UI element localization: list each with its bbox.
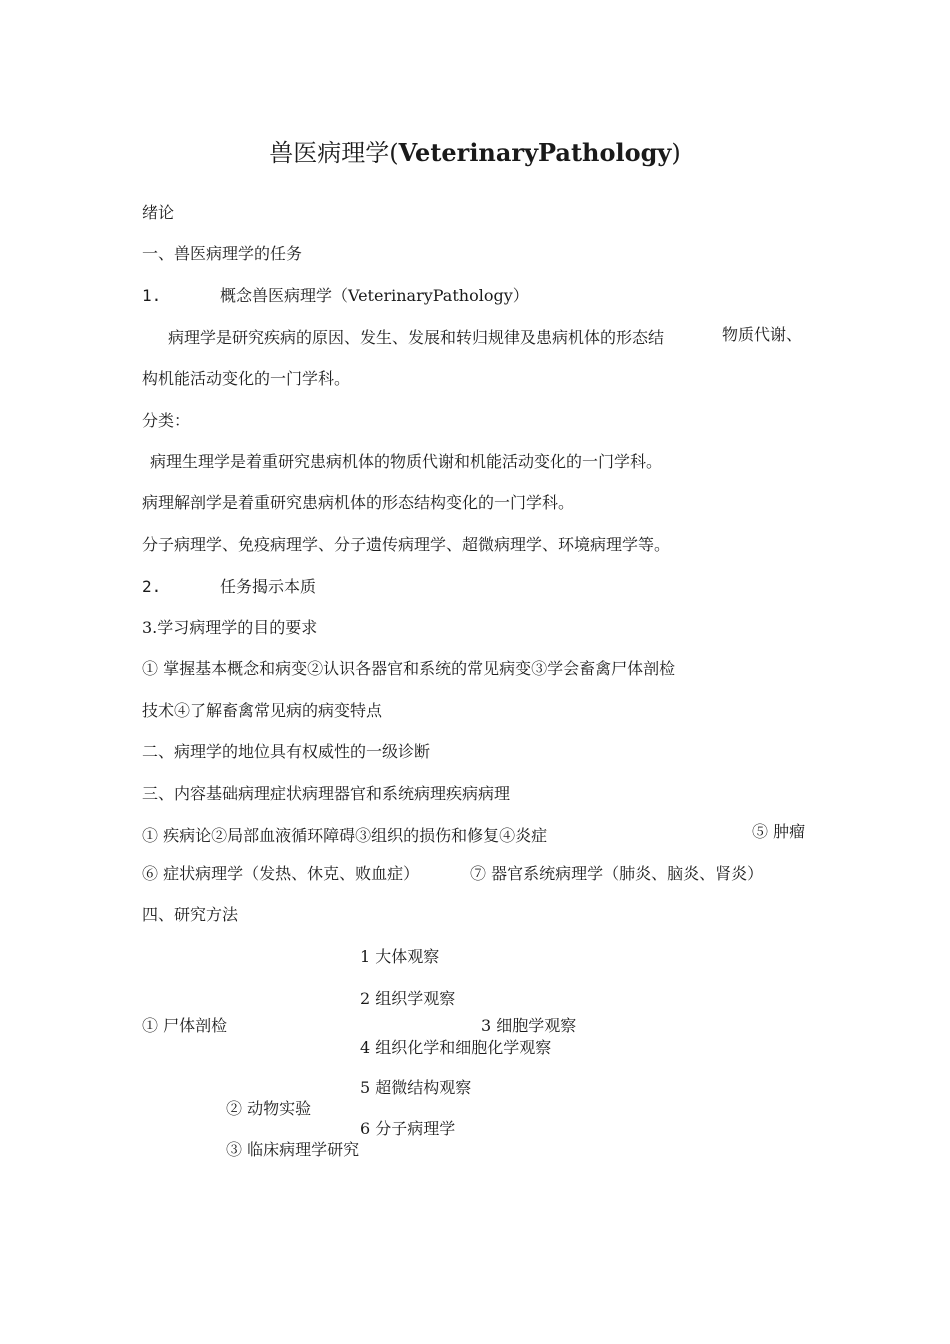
section3-heading: 三、内容基础病理症状病理器官和系统病理疾病病理 bbox=[142, 784, 511, 803]
definition-line2: 构机能活动变化的一门学科。 bbox=[142, 369, 351, 388]
method-2: ② 动物实验 bbox=[226, 1099, 312, 1118]
content-list-line2-left: ⑥ 症状病理学（发热、休克、败血症） bbox=[142, 864, 420, 883]
item2-text: 任务揭示本质 bbox=[220, 577, 317, 596]
intro-heading: 绪论 bbox=[142, 203, 175, 222]
section4-heading: 四、研究方法 bbox=[142, 905, 239, 924]
title-chinese: 兽医病理学 bbox=[269, 139, 390, 167]
title-english: VeterinaryPathology bbox=[398, 138, 672, 167]
method-3: ③ 临床病理学研究 bbox=[226, 1140, 360, 1159]
content-list-line1-right: ⑤ 肿瘤 bbox=[752, 822, 806, 841]
content-list-line1: ① 疾病论②局部血液循环障碍③组织的损伤和修复④炎症 bbox=[142, 826, 548, 845]
category-item-3: 分子病理学、免疫病理学、分子遗传病理学、超微病理学、环境病理学等。 bbox=[142, 535, 671, 554]
content-list-line2-right: ⑦ 器官系统病理学（肺炎、脑炎、肾炎） bbox=[470, 864, 764, 883]
category-item-2: 病理解剖学是着重研究患病机体的形态结构变化的一门学科。 bbox=[142, 493, 575, 512]
item3-heading: 3.学习病理学的目的要求 bbox=[142, 618, 318, 637]
category-label: 分类： bbox=[142, 411, 191, 430]
observation-5: 5 超微结构观察 bbox=[360, 1078, 472, 1097]
title-open-paren: ( bbox=[389, 139, 399, 167]
section2-heading: 二、病理学的地位具有权威性的一级诊断 bbox=[142, 742, 431, 761]
title-close-paren: ) bbox=[671, 139, 681, 167]
item1-text: 概念兽医病理学（VeterinaryPathology） bbox=[220, 286, 529, 305]
goals-line2: 技术④了解畜禽常见病的病变特点 bbox=[142, 701, 383, 720]
definition-line1: 病理学是研究疾病的原因、发生、发展和转归规律及患病机体的形态结 bbox=[168, 328, 665, 347]
section1-heading: 一、兽医病理学的任务 bbox=[142, 244, 303, 263]
item1-number: 1. bbox=[142, 286, 162, 305]
definition-line1-right: 物质代谢、 bbox=[722, 325, 803, 344]
observation-4: 4 组织化学和细胞化学观察 bbox=[360, 1038, 552, 1057]
goals-line1: ① 掌握基本概念和病变②认识各器官和系统的常见病变③学会畜禽尸体剖检 bbox=[142, 659, 676, 678]
category-item-1: 病理生理学是着重研究患病机体的物质代谢和机能活动变化的一门学科。 bbox=[150, 452, 663, 471]
document-title bbox=[0, 138, 950, 168]
observation-3: 3 细胞学观察 bbox=[481, 1016, 577, 1035]
observation-2: 2 组织学观察 bbox=[360, 989, 456, 1008]
observation-1: 1 大体观察 bbox=[360, 947, 440, 966]
method-1: ① 尸体剖检 bbox=[142, 1016, 228, 1035]
observation-6: 6 分子病理学 bbox=[360, 1119, 456, 1138]
item2-number: 2. bbox=[142, 577, 162, 596]
